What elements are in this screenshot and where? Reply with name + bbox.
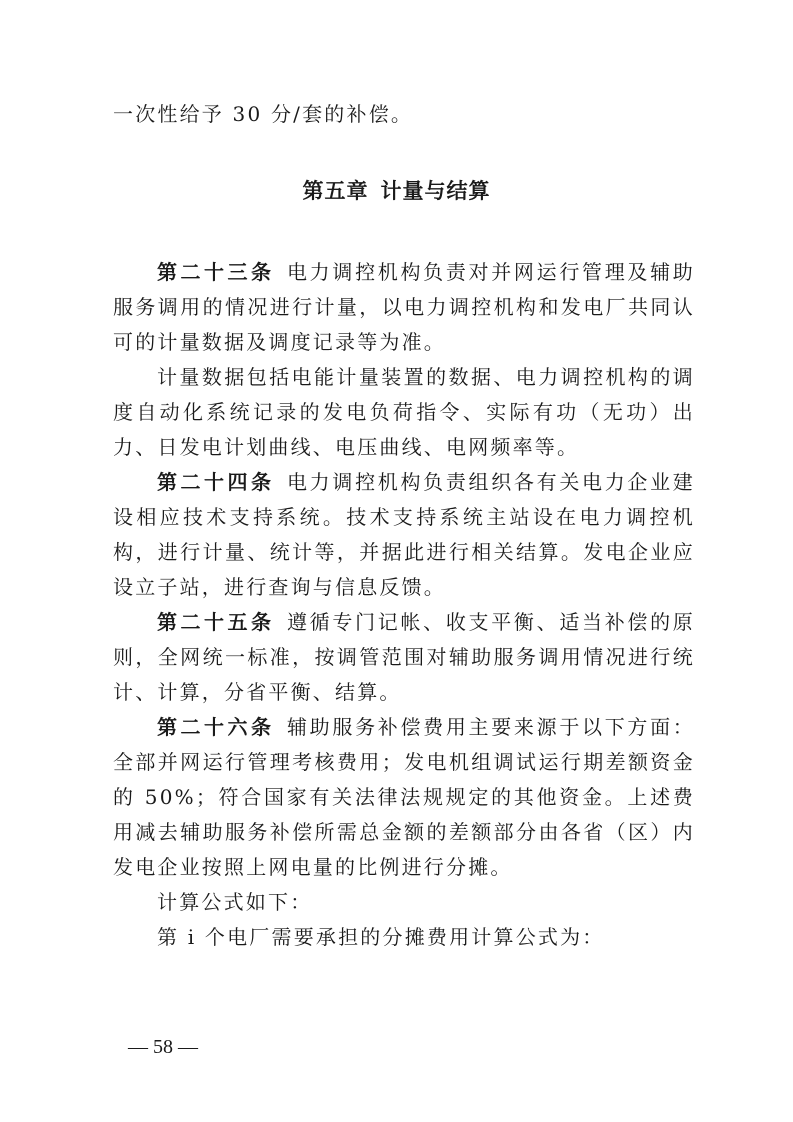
article-24-label: 第二十四条: [157, 470, 275, 494]
article-23-paragraph-2: 计量数据包括电能计量装置的数据、电力调控机构的调度自动化系统记录的发电负荷指令、实际有功（无功）出力、日发电计划曲线、电压曲线、电网频率等。: [113, 365, 695, 459]
chapter-number: 第五章: [302, 179, 369, 203]
article-26: [113, 710, 695, 885]
article-24-text: 电力调控机构负责组织各有关电力企业建设相应技术支持系统。技术支持系统主站设在电力调控机构，进行计量、统计等，并据此进行相关结算。发电企业应设立子站，进行查询与信息反馈。: [113, 470, 695, 599]
article-23: [113, 255, 695, 360]
article-25: [113, 605, 695, 710]
formula-description: 第 i 个电厂需要承担的分摊费用计算公式为：: [157, 925, 605, 949]
continuation-text: [113, 97, 695, 132]
chapter-title: 计量与结算: [380, 179, 491, 203]
article-23-text: 电力调控机构负责对并网运行管理及辅助服务调用的情况进行计量，以电力调控机构和发电厂共同认可的计量数据及调度记录等为准。: [113, 260, 695, 354]
article-25-text: 遵循专门记帐、收支平衡、适当补偿的原则，全网统一标准，按调管范围对辅助服务调用情况进行统计、计算，分省平衡、结算。: [113, 610, 695, 704]
body-text: [113, 255, 695, 955]
article-24: [113, 465, 695, 605]
page-number: — 58 —: [128, 1036, 198, 1058]
article-26-label: 第二十六条: [157, 715, 275, 739]
article-25-label: 第二十五条: [157, 610, 275, 634]
article-23-label: 第二十三条: [157, 260, 275, 284]
continuation-paragraph: 一次性给予 30 分/套的补偿。: [113, 102, 414, 126]
chapter-heading: [0, 176, 793, 206]
article-26-text: 辅助服务补偿费用主要来源于以下方面：全部并网运行管理考核费用；发电机组调试运行期差额资金的 50%；符合国家有关法律法规规定的其他资金。上述费用减去辅助服务补偿所需总金额的差额部分由各省（区）内发电企业按照上网电量的比例进行分摊。: [113, 715, 695, 879]
formula-intro: 计算公式如下：: [157, 890, 313, 914]
